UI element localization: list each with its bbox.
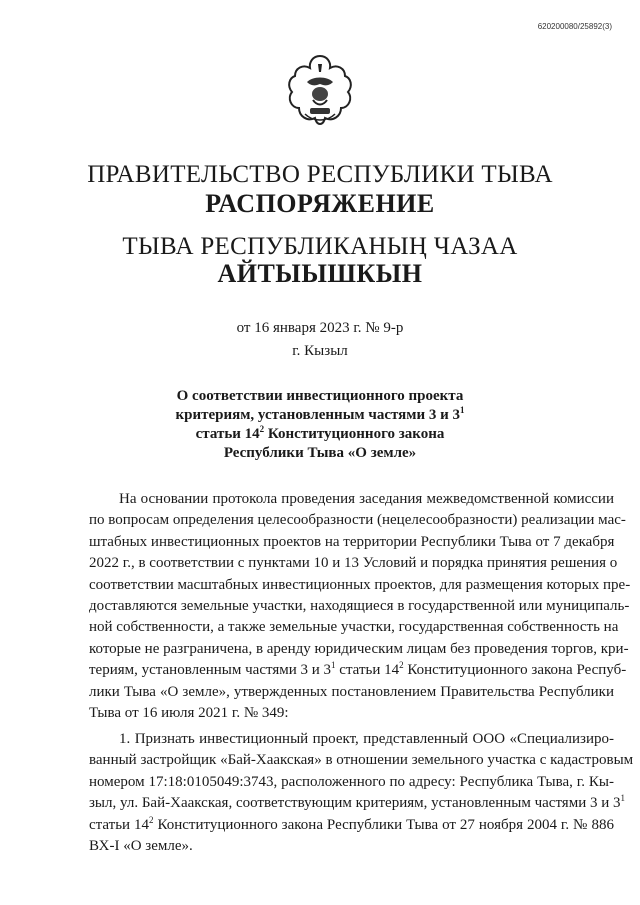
text-line: по вопросам определения целесообразности (нецелесообразности) реализации мас- xyxy=(89,512,626,529)
text-line: лики Тыва «О земле», утвержденных постановлением Правительства Республики xyxy=(89,683,614,700)
decree-title-ru: РАСПОРЯЖЕНИЕ xyxy=(205,189,435,218)
title-line: критериям, установленным частями 3 и $3^1$ xyxy=(175,405,465,423)
text-line: ной собственности, а также земельные участки, государственная собственность на xyxy=(89,619,619,636)
government-title-tyv: ТЫВА РЕСПУБЛИКАНЫҢ ЧАЗАА xyxy=(122,233,518,260)
title-line: О соответствии инвестиционного проекта xyxy=(176,388,464,404)
text-line: штабных инвестиционных проектов на территории Республики Тыва от 7 декабря xyxy=(89,533,615,550)
government-title-ru: ПРАВИТЕЛЬСТВО РЕСПУБЛИКИ ТЫВА xyxy=(87,161,553,188)
document-id: 620200080/25892(3) xyxy=(537,22,612,31)
text-line: териям, установленным частями 3 и $3^1$ статьи $14^2$ Конституционного закона Респуб- xyxy=(89,660,627,679)
text-line: номером 17:18:0105049:3743, расположенного по адресу: Республика Тыва, г. Кы- xyxy=(89,773,614,790)
text-line: соответствии масштабных инвестиционных проектов, для размещения которых пре- xyxy=(89,576,631,593)
text-line: На основании протокола проведения заседания межведомственной комиссии xyxy=(119,491,614,507)
text-line: доставляются земельные участки, находящиеся в государственной или муниципаль- xyxy=(89,597,630,614)
title-line: статьи $14^2$ Конституционного закона xyxy=(195,424,445,442)
text-line: Тыва от 16 июля 2021 г. № 349: xyxy=(89,704,289,721)
decree-date-number: от 16 января 2023 г. № 9-р xyxy=(236,320,404,336)
text-line: ванный застройщик «Бай-Хаакская» в отношении земельного участка с кадастровым xyxy=(89,752,634,769)
decree-title-tyv: АЙТЫЫШКЫН xyxy=(217,259,423,288)
text-line: статьи $14^2$ Конституционного закона Республики Тыва от 27 ноября 2004 г. № 886 xyxy=(89,814,614,833)
title-line: Республики Тыва «О земле» xyxy=(223,445,417,461)
clause-1-paragraph xyxy=(89,729,634,857)
text-line: которые не разграничена, в аренду юридическим лицам без проведения торгов, кри- xyxy=(89,640,629,657)
decree-subject-title xyxy=(120,387,520,463)
decree-city: г. Кызыл xyxy=(292,343,348,359)
text-line: зыл, ул. Бай-Хаакская, соответствующим критериям, установленным частями 3 и $3^1$ xyxy=(89,793,626,812)
text-line: 1. Признать инвестиционный проект, представленный ООО «Специализиро- xyxy=(119,731,614,747)
text-line: 2022 г., в соответствии с пунктами 10 и 13 Условий и порядка принятия решения о xyxy=(89,555,618,572)
coat-of-arms-emblem xyxy=(285,52,355,144)
preamble-paragraph xyxy=(89,489,631,724)
text-line: ВХ-I «О земле». xyxy=(89,837,193,854)
